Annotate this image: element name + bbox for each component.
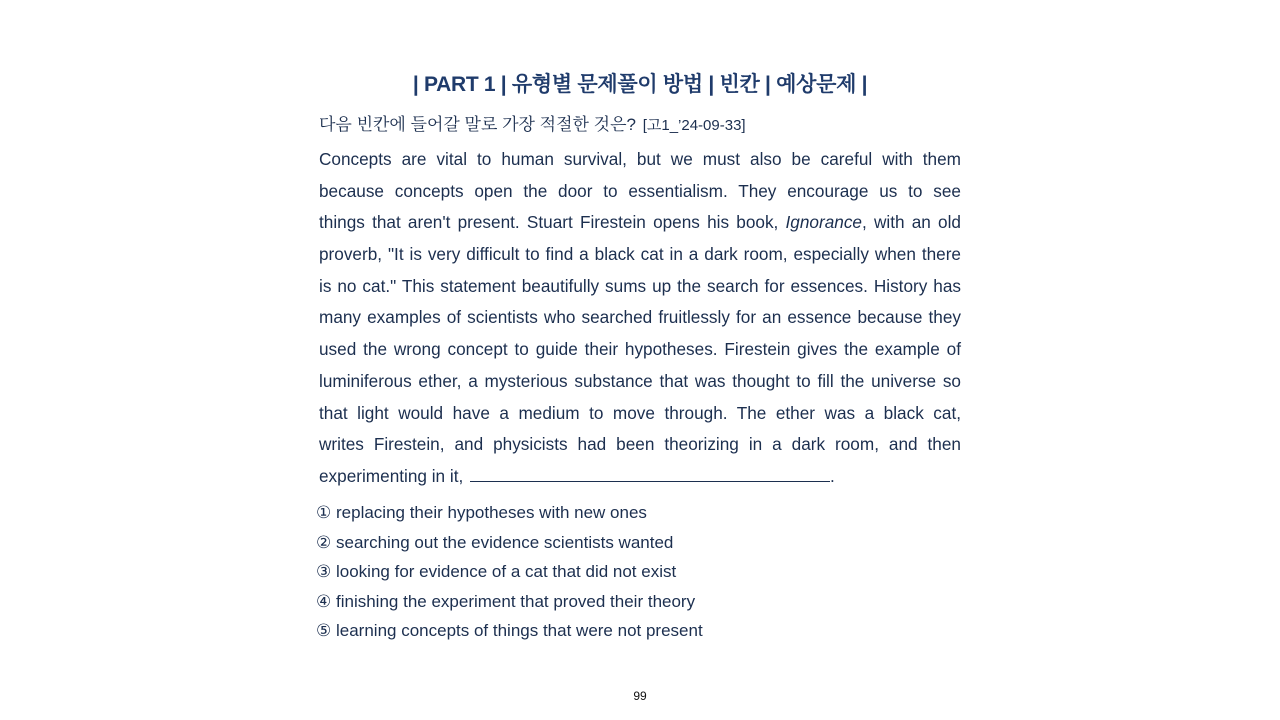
option-text: searching out the evidence scientists wanted	[336, 532, 674, 552]
passage-line: proverb, "It is very difficult to find a black cat in a dark room, especially when there	[319, 244, 961, 265]
answer-option-5[interactable]	[316, 618, 703, 648]
passage-line: used the wrong concept to guide their hypotheses. Firestein gives the example of	[319, 339, 961, 360]
answer-option-2[interactable]	[316, 530, 703, 560]
passage-line: luminiferous ether, a mysterious substance that was thought to fill the universe so	[319, 370, 961, 391]
option-text: learning concepts of things that were not present	[336, 621, 703, 641]
option-number: ⑤	[316, 621, 332, 641]
option-text: replacing their hypotheses with new ones	[336, 503, 647, 522]
answer-option-1[interactable]	[316, 500, 703, 530]
reading-passage	[319, 144, 961, 493]
passage-text: things that aren't present. Stuart Firestein opens his book,	[319, 212, 786, 233]
question-prompt	[319, 110, 746, 135]
passage-text: .	[830, 465, 835, 486]
answer-options	[316, 500, 703, 648]
option-number: ③	[316, 562, 332, 582]
passage-line: is no cat." This statement beautifully sums up the search for essences. History has	[319, 275, 961, 296]
option-number: ④	[316, 591, 332, 611]
option-number: ①	[316, 503, 332, 522]
passage-line: writes Firestein, and physicists had been theorizing in a dark room, and then	[319, 434, 961, 455]
passage-text: experimenting in it,	[319, 465, 464, 486]
passage-line: many examples of scientists who searched fruitlessly for an essence because they	[319, 307, 961, 328]
option-number: ②	[316, 532, 332, 552]
question-text: 다음 빈칸에 들어갈 말로 가장 적절한 것은?	[319, 115, 636, 134]
page-number: 99	[633, 689, 647, 703]
answer-option-3[interactable]	[316, 559, 703, 589]
passage-text: , with an old	[861, 212, 961, 233]
passage-line	[319, 461, 961, 493]
answer-option-4[interactable]	[316, 589, 703, 619]
question-source: [고1_’24-09-33]	[642, 117, 746, 134]
passage-line: Concepts are vital to human survival, but we must also be careful with them	[319, 149, 961, 169]
passage-line: that light would have a medium to move through. The ether was a black cat,	[319, 402, 961, 423]
option-text: finishing the experiment that proved their theory	[336, 591, 696, 611]
passage-line	[319, 207, 961, 239]
section-header: | PART 1 | 유형별 문제풀이 방법 | 빈칸 | 예상문제 |	[412, 73, 868, 96]
option-text: looking for evidence of a cat that did not exist	[336, 562, 677, 582]
answer-blank	[470, 463, 830, 482]
book-title: Ignorance	[785, 212, 862, 233]
passage-line: because concepts open the door to essentialism. They encourage us to see	[319, 180, 961, 201]
